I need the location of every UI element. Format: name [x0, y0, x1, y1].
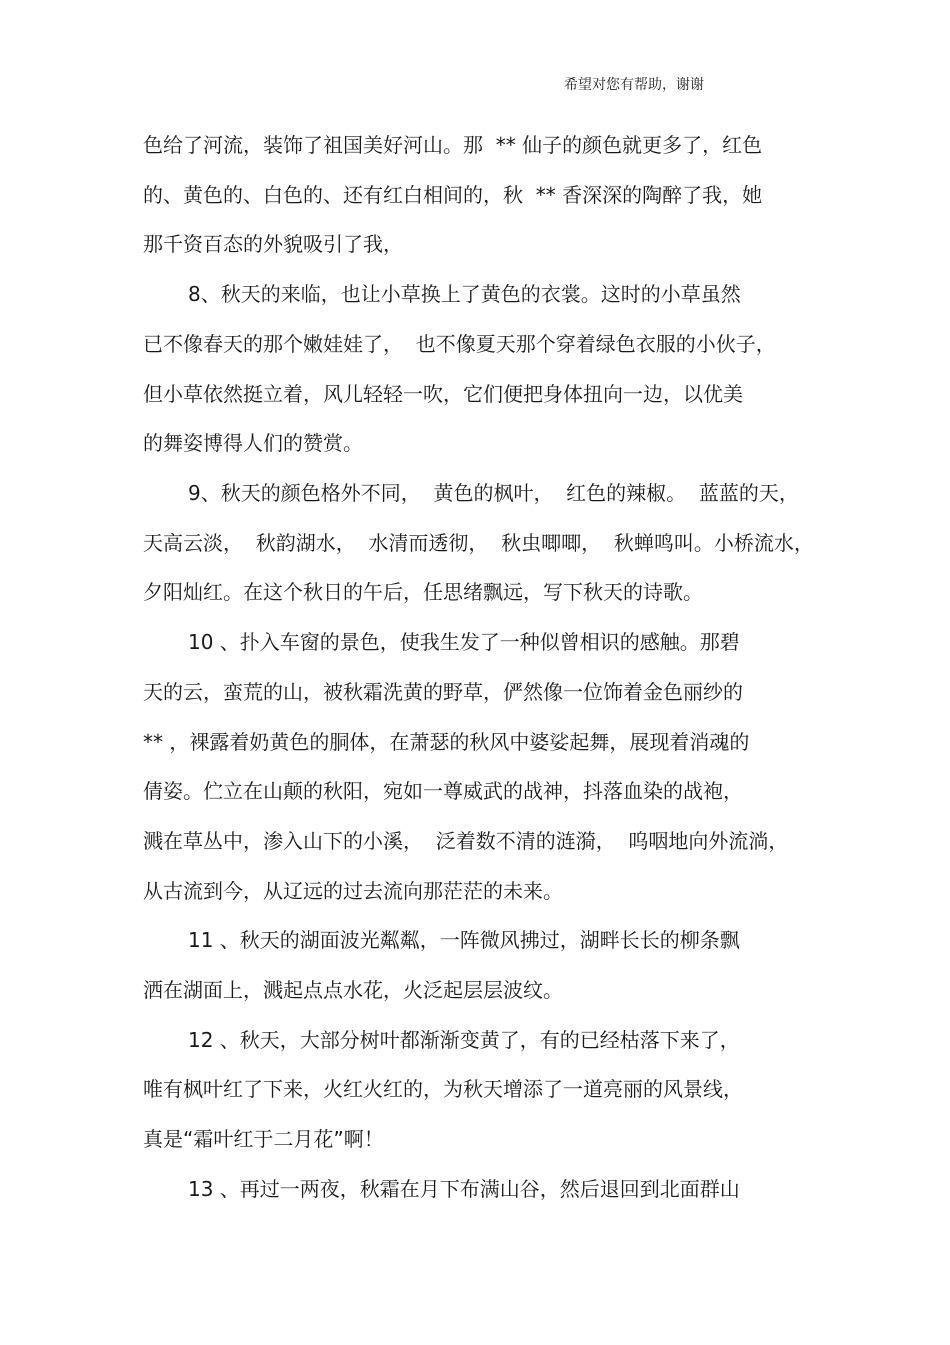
paragraph-10-start: 10 、扑入车窗的景色，使我生发了一种似曾相识的感触。那碧	[188, 630, 740, 654]
text-line: 色给了河流，装饰了祖国美好河山。那 ** 仙子的颜色就更多了，红色	[143, 133, 763, 157]
page-header: 希望对您有帮助，谢谢	[564, 77, 704, 93]
text-line: 溅在草丛中，渗入山下的小溪， 泛着数不清的涟漪， 呜咽地向外流淌，	[143, 829, 789, 853]
text-line: 夕阳灿红。在这个秋日的午后，任思绪飘远，写下秋天的诗歌。	[143, 580, 703, 604]
text-line: 但小草依然挺立着，风儿轻轻一吹，它们便把身体扭向一边，以优美	[143, 382, 743, 406]
text-line: 唯有枫叶红了下来，火红火红的，为秋天增添了一道亮丽的风景线，	[143, 1077, 743, 1101]
text-line: 天的云，蛮荒的山，被秋霜洗黄的野草，俨然像一位饰着金色丽纱的	[143, 680, 743, 704]
paragraph-8-start: 8、秋天的来临，也让小草换上了黄色的衣裳。这时的小草虽然	[188, 282, 741, 306]
text-line: 的舞姿博得人们的赞赏。	[143, 431, 363, 455]
text-line: 洒在湖面上，溅起点点水花，火泛起层层波纹。	[143, 978, 563, 1002]
text-line: 真是“霜叶红于二月花”啊！	[143, 1127, 384, 1151]
text-line: 的、黄色的、白色的、还有红白相间的，秋 ** 香深深的陶醉了我，她	[143, 183, 763, 207]
paragraph-11-start: 11 、秋天的湖面波光粼粼，一阵微风拂过，湖畔长长的柳条飘	[188, 928, 740, 952]
text-line: 那千资百态的外貌吸引了我，	[143, 232, 403, 256]
paragraph-9-start: 9、秋天的颜色格外不同， 黄色的枫叶， 红色的辣椒。 蓝蓝的天，	[188, 481, 799, 505]
paragraph-12-start: 12 、秋天，大部分树叶都渐渐变黄了，有的已经枯落下来了，	[188, 1028, 740, 1052]
text-line: 已不像春天的那个嫩娃娃了， 也不像夏天那个穿着绿色衣服的小伙子，	[143, 332, 776, 356]
text-line: ** ，裸露着奶黄色的胴体，在萧瑟的秋风中婆娑起舞，展现着消魂的	[143, 730, 750, 754]
text-line: 倩姿。伫立在山颠的秋阳，宛如一尊威武的战神，抖落血染的战袍，	[143, 779, 743, 803]
paragraph-13-start: 13 、再过一两夜，秋霜在月下布满山谷，然后退回到北面群山	[188, 1177, 740, 1201]
text-line: 从古流到今，从辽远的过去流向那茫茫的未来。	[143, 879, 563, 903]
text-line: 天高云淡， 秋韵湖水， 水清而透彻， 秋虫唧唧， 秋蝉鸣叫。小桥流水，	[143, 531, 814, 555]
